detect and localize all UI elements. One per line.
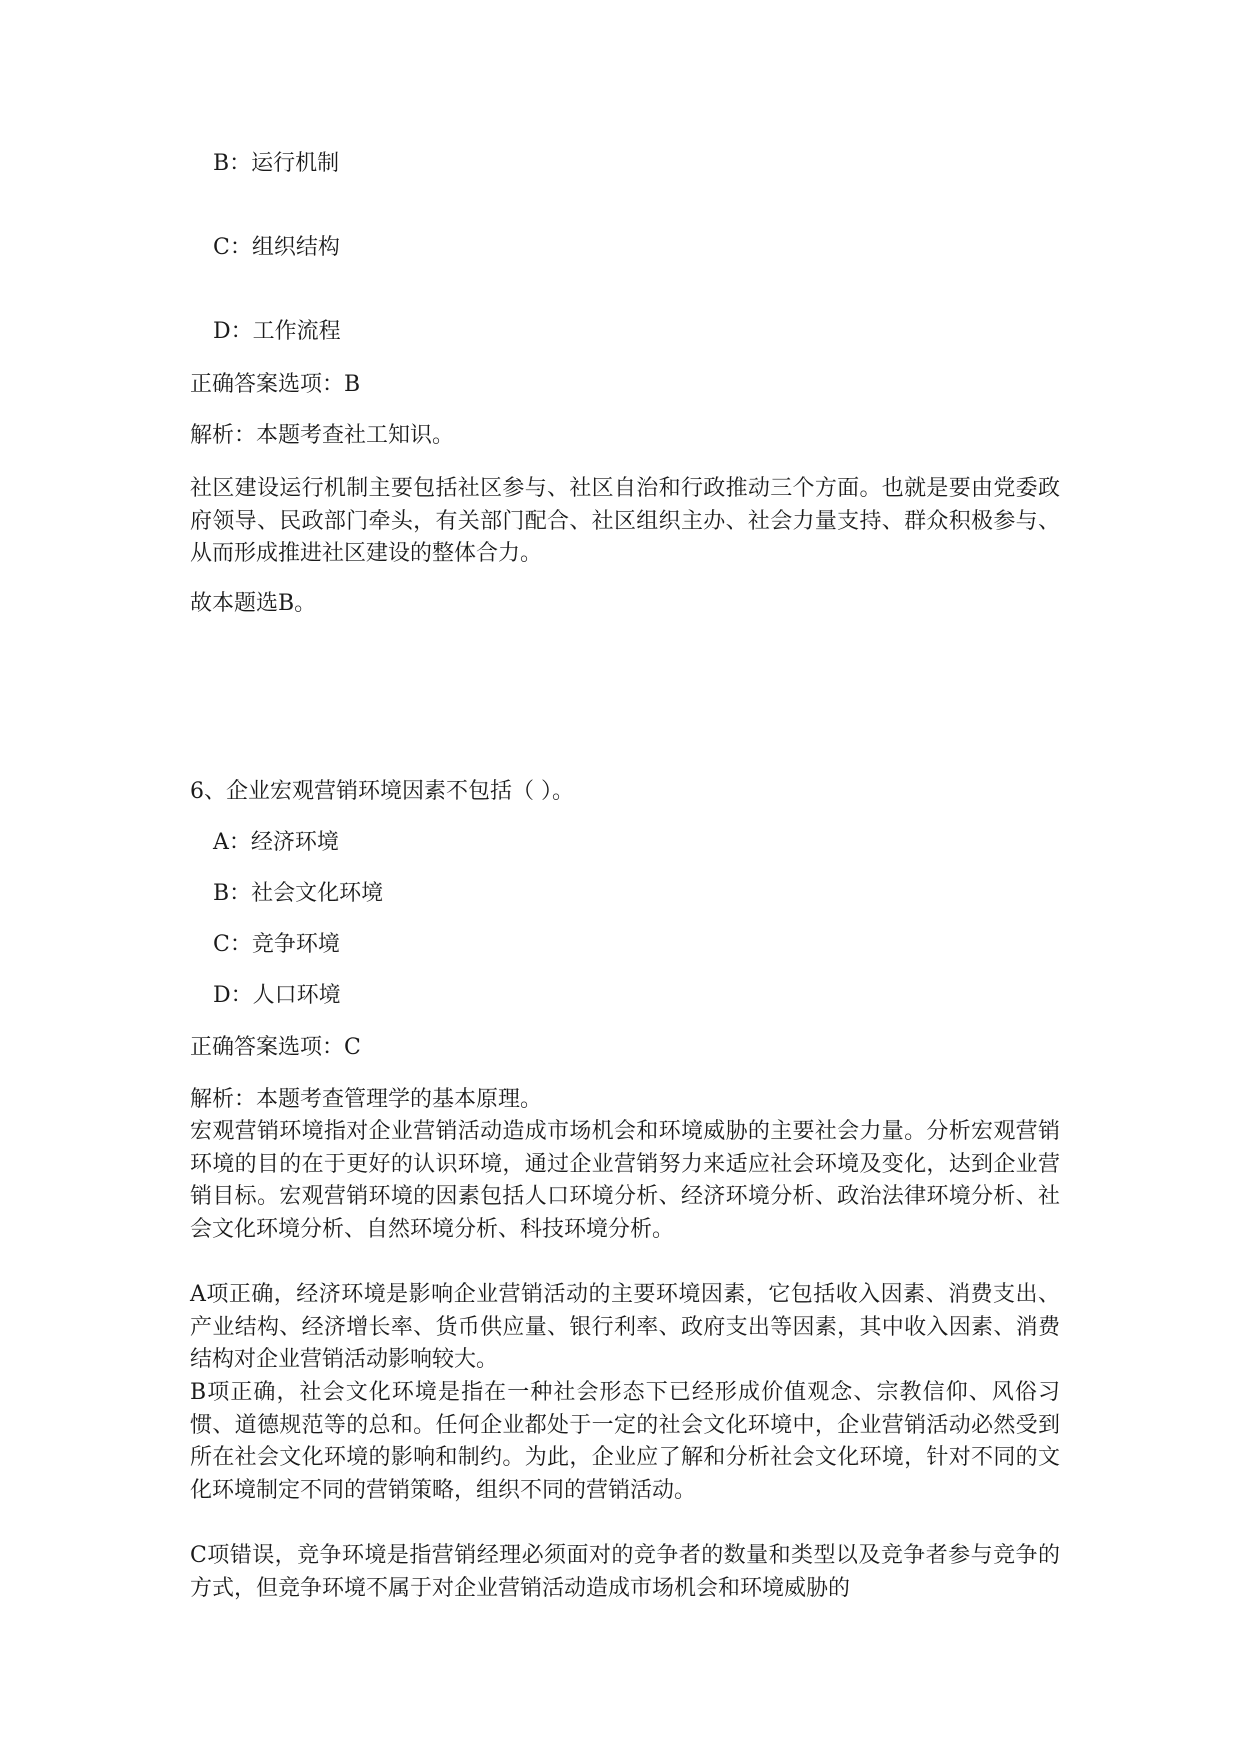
q5-option-c: C：组织结构 — [213, 235, 340, 260]
q5-analysis-body: 社区建设运行机制主要包括社区参与、社区自治和行政推动三个方面。也就是要由党委政府领导、民政部门牵头，有关部门配合、社区组织主办、社会力量支持、群众积极参与、从而形成推进社区建设的整体合力。 — [190, 476, 1060, 566]
q6-answer: 正确答案选项：C — [190, 1035, 361, 1060]
q6-analysis-intro: 宏观营销环境指对企业营销活动造成市场机会和环境威胁的主要社会力量。分析宏观营销环境的目的在于更好的认识环境，通过企业营销努力来适应社会环境及变化，达到企业营销目标。宏观营销环境的因素包括人口环境分析、经济环境分析、政治法律环境分析、社会文化环境分析、自然环境分析、科技环境分析。 — [190, 1119, 1060, 1242]
q6-option-b: B：社会文化环境 — [213, 881, 384, 906]
q6-analysis-b: B项正确，社会文化环境是指在一种社会形态下已经形成价值观念、宗教信仰、风俗习惯、道德规范等的总和。任何企业都处于一定的社会文化环境中，企业营销活动必然受到所在社会文化环境的影响和制约。为此，企业应了解和分析社会文化环境，针对不同的文化环境制定不同的营销策略，组织不同的营销活动。 — [190, 1380, 1060, 1503]
q6-question: 6、企业宏观营销环境因素不包括（ ）。 — [190, 779, 574, 804]
q5-option-d: D：工作流程 — [213, 319, 341, 344]
q5-option-b: B：运行机制 — [213, 151, 340, 176]
q6-analysis-c: C项错误，竞争环境是指营销经理必须面对的竞争者的数量和类型以及竞争者参与竞争的方式，但竞争环境不属于对企业营销活动造成市场机会和环境威胁的 — [190, 1543, 1060, 1601]
q6-analysis-title: 解析：本题考查管理学的基本原理。 — [190, 1087, 543, 1112]
q5-answer: 正确答案选项：B — [190, 372, 361, 397]
q6-option-c: C：竞争环境 — [213, 932, 340, 957]
q5-conclusion: 故本题选B。 — [190, 591, 317, 616]
q6-option-d: D：人口环境 — [213, 983, 341, 1008]
q6-option-a: A：经济环境 — [213, 830, 339, 855]
q5-analysis-title: 解析：本题考查社工知识。 — [190, 423, 455, 448]
q6-analysis-a: A项正确，经济环境是影响企业营销活动的主要环境因素，它包括收入因素、消费支出、产业结构、经济增长率、货币供应量、银行利率、政府支出等因素，其中收入因素、消费结构对企业营销活动影响较大。 — [190, 1282, 1060, 1372]
